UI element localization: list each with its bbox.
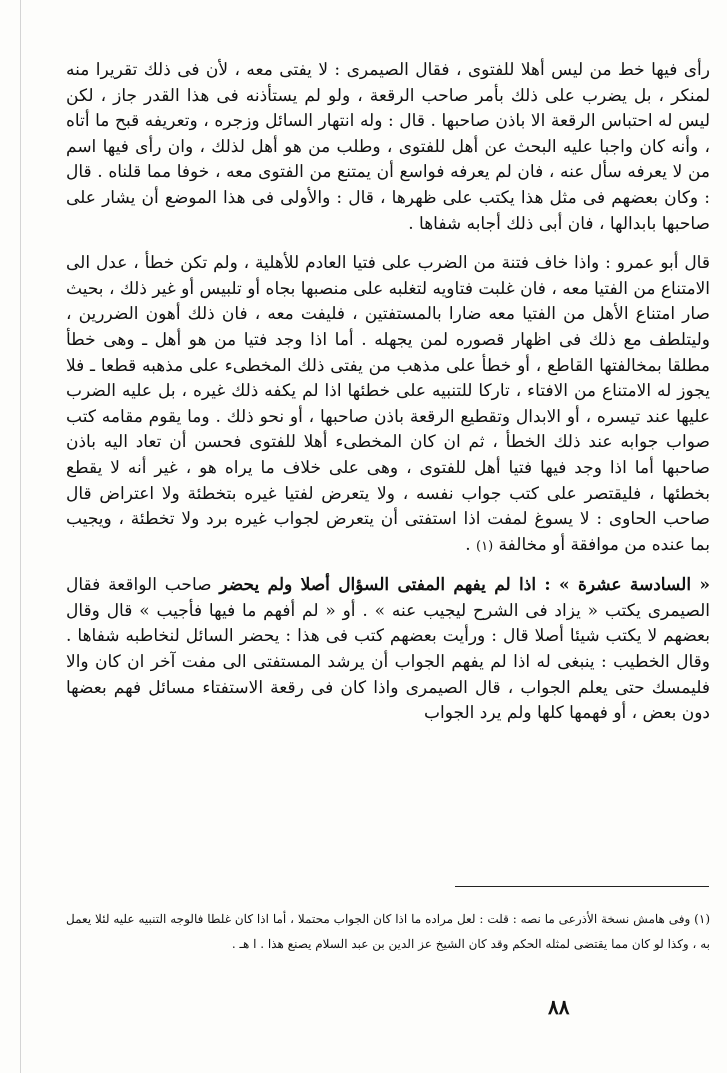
footnote: (١) وفى هامش نسخة الأذرعى ما نصه : قلت : لعل مراده ما اذا كان الجواب محتملا ، أما اذا كان غلطا فالوجه التنبيه عليه لئلا يعمل به ، وكذا لو كان مما يقتضى لمثله الحكم وقد كان الشيخ عز الدين بن عبد السلام يصنع هذا . ا هـ . <box>66 912 710 951</box>
page-number: ٨٨ <box>548 995 570 1019</box>
paragraph-2-text: قال أبو عمرو : واذا خاف فتنة من الضرب على فتيا العادم للأهلية ، ولم تكن خطأ ، عدل الى الامتناع من الفتيا معه ، فان غلبت فتاويه لتغلبه على منصبها بجاه أو تلبيس أو غير ذلك ، بحيث صار امتناع الأهل من الفتيا معه ضارا بالمستفتين ، فليفت معه ، فان ذلك أهون الضررين ، وليتلطف مع ذلك فى اظهار قصوره لمن يجهله . أما اذا وجد فتيا من هو أهل ـ وهى خطأ مطلقا بمخالفتها القاطع ، أو خطأ على مذهب من يفتى ذلك المخطىء على مذهبه قطعا ـ فلا يجوز له الامتناع من الافتاء ، تاركا للتنبيه على خطئها اذا لم يكفه ذلك غيره ، بل عليه الضرب عليها عند تيسره ، أو الابدال وتقطيع الرقعة باذن صاحبها ، أو نحو ذلك . وما يقوم مقامه كتب صواب جوابه عند ذلك الخطأ ، ثم ان كان المخطىء أهلا للفتوى فحسن أن تعاد اليه باذن صاحبها أما اذا وجد فيها فتيا أهل للفتوى ، وهى على خلاف ما يراه هو ، غير أنه لا يقطع بخطئها ، فليقتصر على كتب جواب نفسه ، ولا يتعرض لفتيا غيره بتخطئة ولا اعتراض قال صاحب الحاوى : لا يسوغ لمفت اذا استفتى أن يتعرض لجواب غيره برد ولا تخطئة ، ويجيب بما عنده من موافقة أو مخالفة <box>66 253 710 555</box>
paragraph-3-text: صاحب الواقعة فقال الصيمرى يكتب « يزاد فى الشرح ليجيب عنه » . أو « لم أفهم ما فيها فأجيب » قال وقال بعضهم لا يكتب شيئا أصلا قال : ورأيت بعضهم كتب فى هذا : يحضر السائل لنخاطبه شفاها . وقال الخطيب : ينبغى له اذا لم يفهم الجواب أن يرشد المستفتى الى مفت آخر ان كان والا فليمسك حتى يعلم الجواب ، قال الصيمرى واذا كان فى رقعة الاستفتاء مسائل فهم بعضها دون بعض ، أو فهمها كلها ولم يرد الجواب <box>66 575 710 724</box>
paragraph-2-end: . <box>465 534 476 555</box>
paragraph-2 <box>66 251 710 559</box>
section-heading: « السادسة عشرة » : اذا لم يفهم المفتى السؤال أصلا ولم يحضر <box>219 575 710 596</box>
paragraph-1 <box>66 58 710 237</box>
footnote-reference: (١) <box>476 538 494 554</box>
paragraph-1-text: رأى فيها خط من ليس أهلا للفتوى ، فقال الصيمرى : لا يفتى معه ، لأن فى ذلك تقريرا منه لمنكر ، بل يضرب على ذلك بأمر صاحب الرقعة ، ولو لم يستأذنه فى هذا القدر جاز ، لكن ليس له احتباس الرقعة الا باذن صاحبها . قال : وله انتهار السائل وزجره ، وتعريفه قبح ما أتاه ، وأنه كان واجبا عليه البحث عن أهل للفتوى ، وطلب من هو أهل لذلك ، وان رأى فيها اسم من لا يعرفه سأل عنه ، فان لم يعرفه فواسع أن يمتنع من الفتوى معه ، خوفا مما قلناه . قال : وكان بعضهم فى مثل هذا يكتب على ظهرها ، قال : والأولى فى هذا الموضع أن يشار على صاحبها بابدالها ، فان أبى ذلك أجابه شفاها . <box>66 60 710 234</box>
page-edge-shadow <box>20 0 21 1073</box>
main-text <box>66 58 710 727</box>
paragraph-3 <box>66 573 710 727</box>
footnote-divider <box>455 886 709 887</box>
